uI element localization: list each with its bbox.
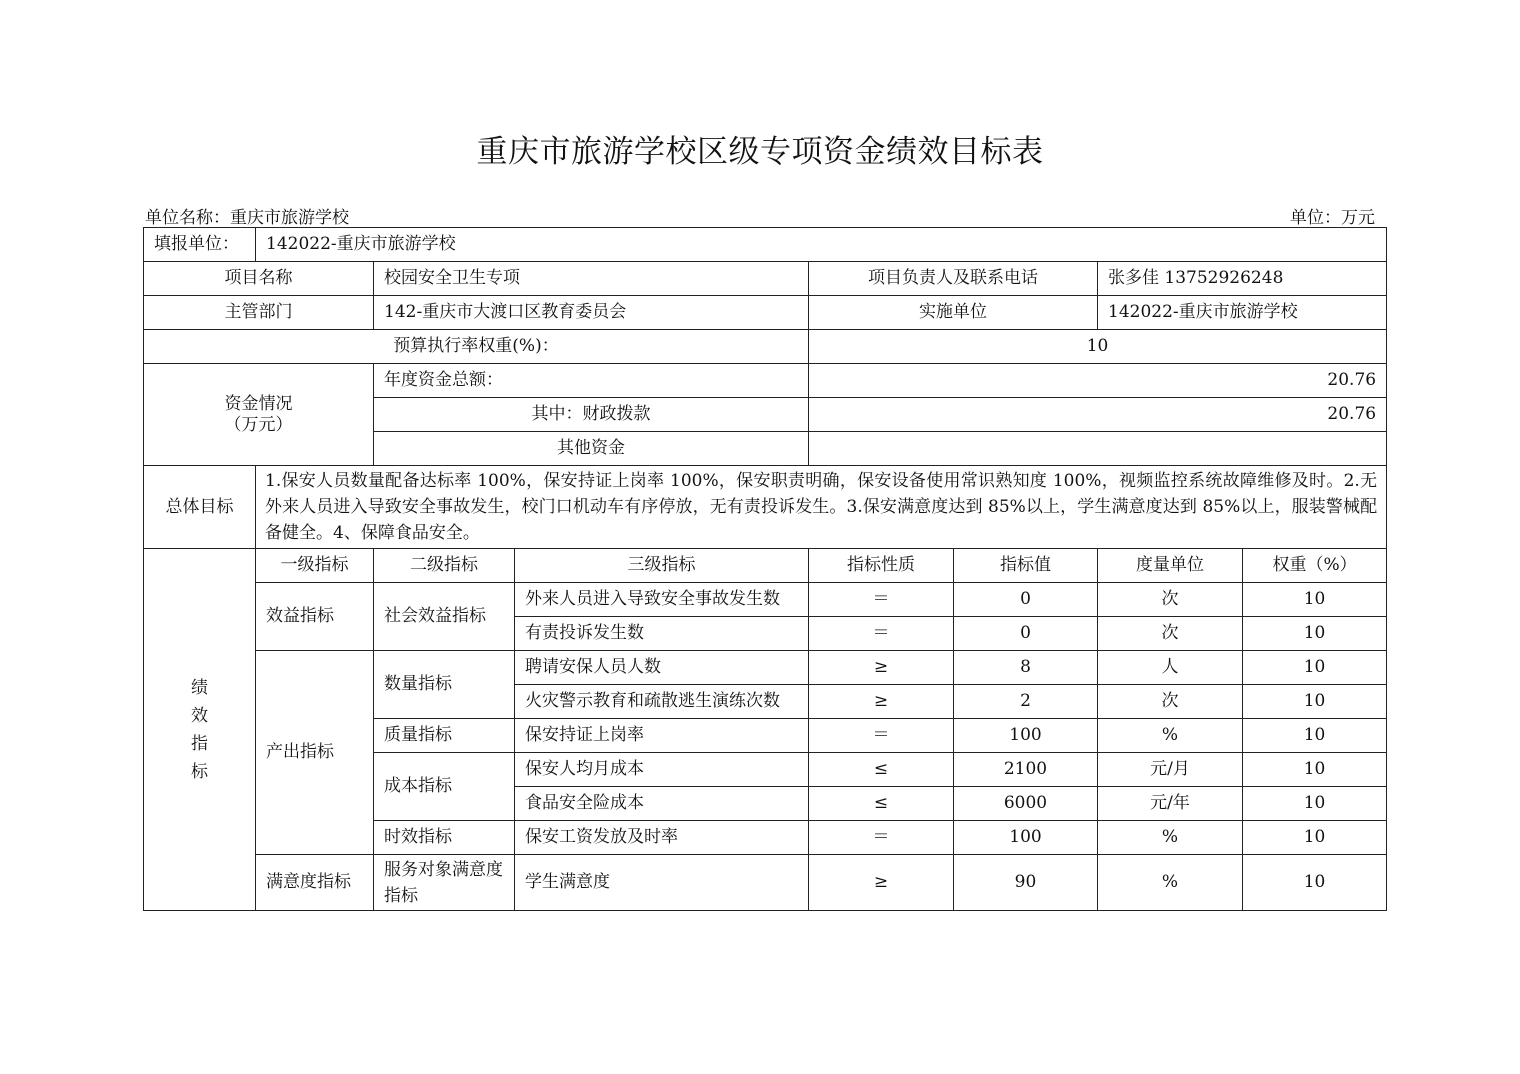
section-char-4: 标: [191, 761, 208, 782]
indicator-name: 火灾警示教育和疏散逃生演练次数: [515, 685, 809, 719]
funds-total-value: 20.76: [809, 364, 1387, 398]
overall-goal-row: [144, 466, 1387, 549]
fill-unit-value: 142022-重庆市旅游学校: [256, 228, 1387, 262]
indicator-unit: 次: [1098, 685, 1243, 719]
level2-quality: 质量指标: [374, 719, 515, 753]
impl-unit-value: 142022-重庆市旅游学校: [1098, 296, 1387, 330]
section-char-2: 效: [191, 705, 208, 726]
budget-weight-row: [144, 330, 1387, 364]
impl-unit-label: 实施单位: [809, 296, 1098, 330]
page-title: 重庆市旅游学校区级专项资金绩效目标表: [476, 134, 1044, 170]
header-unit: 度量单位: [1098, 549, 1243, 583]
contact-value: 张多佳 13752926248: [1098, 262, 1387, 296]
indicator-value: 90: [954, 855, 1098, 911]
dept-label: 主管部门: [144, 296, 374, 330]
overall-goal-text: 1.保安人员数量配备达标率 100%，保安持证上岗率 100%，保安职责明确，保安设备使用常识熟知度 100%，视频监控系统故障维修及时。2.无外来人员进入导致安全事故发生，校门口机动车有序停放，无有责投诉发生。3.保安满意度达到 85%以上，学生满意度达到 85%以上，服装警械配备健全。4、保障食品安全。: [256, 466, 1387, 549]
indicator-value: 6000: [954, 787, 1098, 821]
level2-quantity: 数量指标: [374, 651, 515, 719]
indicator-value: 100: [954, 719, 1098, 753]
indicator-weight: 10: [1243, 651, 1387, 685]
indicator-op: ≥: [809, 855, 954, 911]
section-char-1: 绩: [191, 677, 208, 698]
indicator-op: ＝: [809, 583, 954, 617]
indicator-weight: 10: [1243, 787, 1387, 821]
indicators-section-label: [144, 549, 256, 911]
currency-unit-label: 单位：万元: [1290, 208, 1375, 228]
fill-unit-label: 填报单位：: [144, 228, 256, 262]
indicator-name: 食品安全险成本: [515, 787, 809, 821]
header-level2: 二级指标: [374, 549, 515, 583]
indicator-name: 保安工资发放及时率: [515, 821, 809, 855]
indicator-unit: %: [1098, 719, 1243, 753]
indicator-value: 2: [954, 685, 1098, 719]
funds-fiscal-label: 其中：财政拨款: [374, 398, 809, 432]
indicator-header-row: [144, 549, 1387, 583]
section-char-3: 指: [191, 733, 208, 754]
indicator-weight: 10: [1243, 583, 1387, 617]
indicator-name: 保安人均月成本: [515, 753, 809, 787]
indicator-unit: %: [1098, 821, 1243, 855]
unit-name-label: 单位名称：重庆市旅游学校: [145, 208, 349, 228]
funds-total-label: 年度资金总额：: [374, 364, 809, 398]
indicator-op: ＝: [809, 719, 954, 753]
fill-unit-row: [144, 228, 1387, 262]
funds-total-row: [144, 364, 1387, 398]
indicator-unit: 元/月: [1098, 753, 1243, 787]
indicator-value: 8: [954, 651, 1098, 685]
level2-service: 服务对象满意度指标: [374, 855, 515, 911]
funds-fiscal-value: 20.76: [809, 398, 1387, 432]
level2-cost: 成本指标: [374, 753, 515, 821]
indicator-unit: %: [1098, 855, 1243, 911]
project-name-label: 项目名称: [144, 262, 374, 296]
indicator-name: 外来人员进入导致安全事故发生数: [515, 583, 809, 617]
indicator-weight: 10: [1243, 821, 1387, 855]
indicator-op: ≤: [809, 753, 954, 787]
table-row: [144, 583, 1387, 617]
table-row: [144, 651, 1387, 685]
indicator-value: 100: [954, 821, 1098, 855]
table-row: [144, 855, 1387, 911]
indicator-op: ＝: [809, 821, 954, 855]
indicator-name: 保安持证上岗率: [515, 719, 809, 753]
level1-output: 产出指标: [256, 651, 374, 855]
indicator-op: ≥: [809, 651, 954, 685]
department-row: [144, 296, 1387, 330]
funds-label-line2: （万元）: [224, 414, 293, 435]
header-weight: 权重（%）: [1243, 549, 1387, 583]
header-value: 指标值: [954, 549, 1098, 583]
budget-weight-value: 10: [809, 330, 1387, 364]
indicator-value: 2100: [954, 753, 1098, 787]
header-level1: 一级指标: [256, 549, 374, 583]
funds-label: [144, 364, 374, 466]
project-name-row: [144, 262, 1387, 296]
level1-satisfaction: 满意度指标: [256, 855, 374, 911]
indicator-unit: 元/年: [1098, 787, 1243, 821]
indicator-weight: 10: [1243, 719, 1387, 753]
indicator-op: ＝: [809, 617, 954, 651]
header-level3: 三级指标: [515, 549, 809, 583]
indicator-unit: 次: [1098, 617, 1243, 651]
level2-timeliness: 时效指标: [374, 821, 515, 855]
overall-goal-label: 总体目标: [144, 466, 256, 549]
performance-table: [143, 227, 1387, 911]
level1-benefit: 效益指标: [256, 583, 374, 651]
indicator-name: 学生满意度: [515, 855, 809, 911]
budget-weight-label: 预算执行率权重(%)：: [144, 330, 809, 364]
indicator-unit: 人: [1098, 651, 1243, 685]
indicator-value: 0: [954, 583, 1098, 617]
indicator-weight: 10: [1243, 685, 1387, 719]
funds-label-line1: 资金情况: [224, 394, 293, 415]
project-name-value: 校园安全卫生专项: [374, 262, 809, 296]
funds-other-value: [809, 432, 1387, 466]
indicator-weight: 10: [1243, 617, 1387, 651]
indicator-unit: 次: [1098, 583, 1243, 617]
dept-value: 142-重庆市大渡口区教育委员会: [374, 296, 809, 330]
indicator-name: 聘请安保人员人数: [515, 651, 809, 685]
contact-label: 项目负责人及联系电话: [809, 262, 1098, 296]
indicator-name: 有责投诉发生数: [515, 617, 809, 651]
funds-other-label: 其他资金: [374, 432, 809, 466]
indicator-op: ≤: [809, 787, 954, 821]
indicator-weight: 10: [1243, 855, 1387, 911]
indicator-op: ≥: [809, 685, 954, 719]
indicator-value: 0: [954, 617, 1098, 651]
level2-social: 社会效益指标: [374, 583, 515, 651]
indicator-weight: 10: [1243, 753, 1387, 787]
header-nature: 指标性质: [809, 549, 954, 583]
